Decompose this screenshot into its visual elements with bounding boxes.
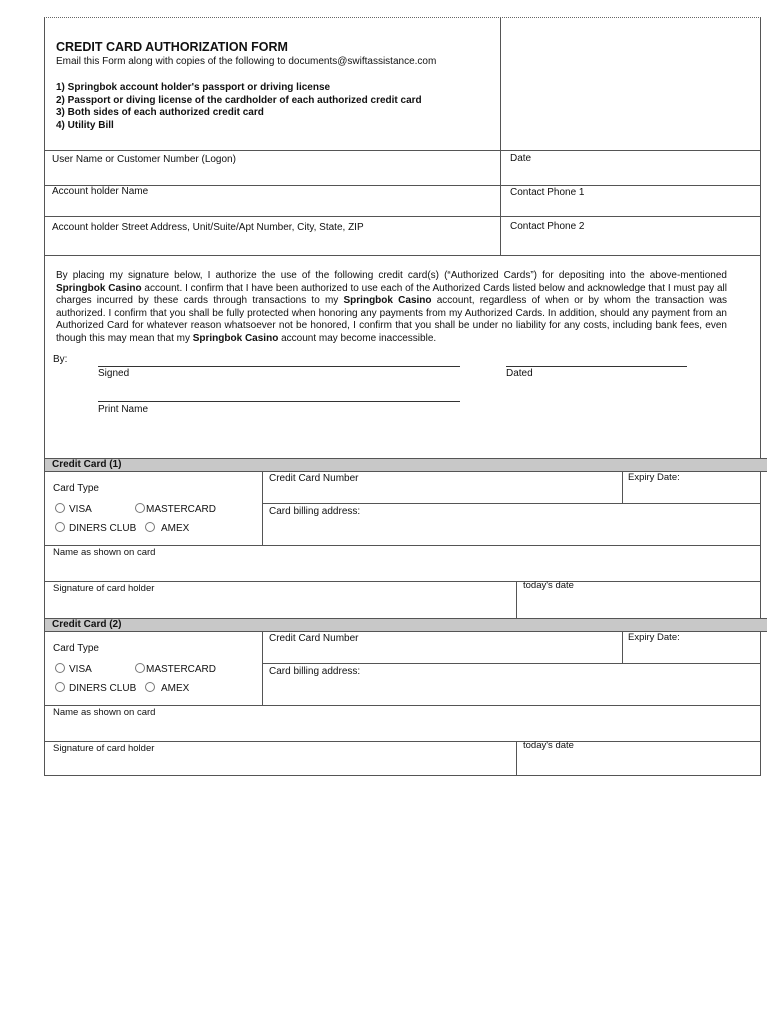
radio-amex[interactable] <box>145 522 189 534</box>
radio-amex[interactable] <box>145 682 189 694</box>
option-label: DINERS CLUB <box>69 523 137 534</box>
radio-icon <box>55 503 65 513</box>
contact-phone-2-field[interactable]: Contact Phone 2 <box>510 221 585 232</box>
radio-icon <box>55 522 65 532</box>
divider <box>45 185 760 186</box>
header-divider <box>500 18 501 255</box>
username-field[interactable]: User Name or Customer Number (Logon) <box>52 154 236 165</box>
divider <box>45 545 760 546</box>
authorization-form <box>44 17 761 776</box>
name-on-card-field[interactable]: Name as shown on card <box>53 547 156 558</box>
card-section-title: Credit Card (1) <box>45 458 767 472</box>
credit-card-1-section <box>45 458 760 618</box>
authorization-segment: account. I confirm that I have been authorized to use each of the Authorized Cards listed below and acknowledge that I must pay all charges incurred by these cards through transactions to my <box>56 282 727 307</box>
credit-card-2-section <box>45 618 760 778</box>
print-name-line[interactable] <box>98 401 460 402</box>
divider <box>45 705 760 706</box>
print-name-label: Print Name <box>98 404 149 415</box>
divider <box>516 741 517 776</box>
name-on-card-field[interactable]: Name as shown on card <box>53 707 156 718</box>
signature-line[interactable] <box>98 366 460 367</box>
card-type-label: Card Type <box>53 483 99 494</box>
requirement-item: 3) Both sides of each authorized credit card <box>56 107 264 118</box>
card-number-field[interactable]: Credit Card Number <box>269 473 359 484</box>
divider <box>45 255 760 256</box>
divider <box>45 216 760 217</box>
address-field[interactable]: Account holder Street Address, Unit/Suite/Apt Number, City, State, ZIP <box>52 222 364 233</box>
todays-date-field[interactable]: today's date <box>523 740 574 751</box>
authorization-segment: account, regardless of when or by whom the transaction was authorized. I confirm that you shall be fully protected when honoring any payments from my Authorized Cards. In addition, should any payment from an Authorized Card for whatever reason whatsoever not be honored, I confirm that you shall be under no liability for any costs, including bank fees, even though this may mean that my <box>56 295 728 344</box>
radio-visa[interactable] <box>55 663 92 675</box>
by-label: By: <box>53 354 68 365</box>
todays-date-field[interactable]: today's date <box>523 580 574 591</box>
radio-icon <box>135 503 145 513</box>
signed-label: Signed <box>98 368 130 379</box>
contact-phone-1-field[interactable]: Contact Phone 1 <box>510 187 585 198</box>
authorization-text <box>56 270 727 346</box>
divider <box>262 631 263 705</box>
radio-icon <box>135 663 145 673</box>
card-section-title: Credit Card (2) <box>45 618 767 632</box>
divider <box>262 503 760 504</box>
divider <box>262 471 263 545</box>
radio-icon <box>145 682 155 692</box>
requirement-item: 1) Springbok account holder's passport or driving license <box>56 82 331 93</box>
dated-label: Dated <box>506 368 533 379</box>
cardholder-signature-field[interactable]: Signature of card holder <box>53 583 155 594</box>
divider <box>45 150 760 151</box>
radio-icon <box>55 663 65 673</box>
radio-mastercard[interactable] <box>135 663 216 675</box>
divider <box>622 471 623 503</box>
divider <box>45 581 760 582</box>
option-label: AMEX <box>161 683 190 694</box>
radio-visa[interactable] <box>55 503 92 515</box>
option-label: AMEX <box>161 523 190 534</box>
option-label: MASTERCARD <box>146 664 217 675</box>
authorization-segment: account may become inaccessible. <box>278 332 437 344</box>
expiry-date-field[interactable]: Expiry Date: <box>628 472 680 483</box>
account-name-field[interactable]: Account holder Name <box>52 186 149 197</box>
authorization-segment: By placing my signature below, I authorize the use of the following credit card(s) (“Authorized Cards”) for depositing into the above-mentioned <box>56 270 727 281</box>
billing-address-field[interactable]: Card billing address: <box>269 506 361 517</box>
option-label: MASTERCARD <box>146 504 217 515</box>
radio-icon <box>55 682 65 692</box>
divider <box>262 663 760 664</box>
option-label: VISA <box>69 664 92 675</box>
radio-diners-club[interactable] <box>55 682 136 694</box>
option-label: DINERS CLUB <box>69 683 137 694</box>
requirements-list <box>56 82 422 132</box>
divider <box>622 631 623 663</box>
radio-icon <box>145 522 155 532</box>
cardholder-signature-field[interactable]: Signature of card holder <box>53 743 155 754</box>
requirement-item: 2) Passport or diving license of the cardholder of each authorized credit card <box>56 94 422 106</box>
casino-name: Springbok Casino <box>56 282 142 294</box>
casino-name: Springbok Casino <box>343 295 432 307</box>
casino-name: Springbok Casino <box>192 332 279 344</box>
divider <box>45 741 760 742</box>
card-type-label: Card Type <box>53 643 99 654</box>
billing-address-field[interactable]: Card billing address: <box>269 666 361 677</box>
radio-diners-club[interactable] <box>55 522 136 534</box>
divider <box>516 581 517 618</box>
form-title: CREDIT CARD AUTHORIZATION FORM <box>56 40 288 54</box>
card-number-field[interactable]: Credit Card Number <box>269 633 359 644</box>
option-label: VISA <box>69 504 92 515</box>
dated-line[interactable] <box>506 366 687 367</box>
expiry-date-field[interactable]: Expiry Date: <box>628 632 680 643</box>
date-field[interactable]: Date <box>510 153 532 164</box>
radio-mastercard[interactable] <box>135 503 216 515</box>
form-subtitle: Email this Form along with copies of the following to documents@swiftassistance.com <box>56 56 437 67</box>
requirement-item: 4) Utility Bill <box>56 119 114 131</box>
